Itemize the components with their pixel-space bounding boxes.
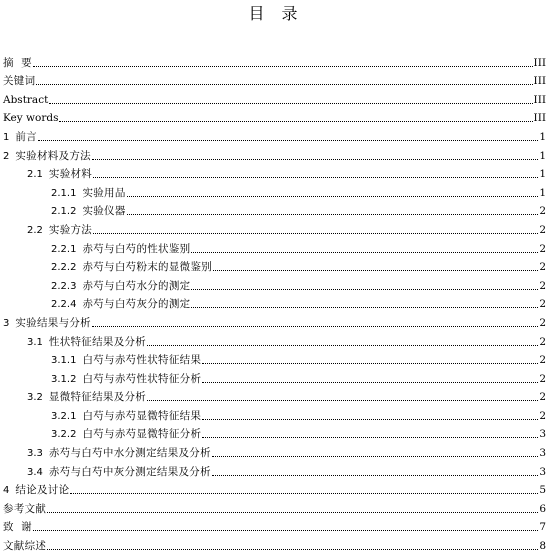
toc-entry[interactable] xyxy=(0,497,552,516)
toc-entry-label: 赤芍与白芍中灰分测定结果及分析 xyxy=(48,465,211,478)
toc-entry-page-number: 7 xyxy=(539,521,546,534)
toc-entry-number: 3.3 xyxy=(27,448,43,460)
toc-entry[interactable] xyxy=(0,256,552,275)
toc-entry-number: 1 xyxy=(3,131,10,143)
toc-leader-dots xyxy=(93,232,538,234)
toc-entry-page-number: 2 xyxy=(539,205,546,218)
toc-entry-label: 结论及讨论 xyxy=(15,484,70,497)
toc-entry-page-number: 2 xyxy=(539,223,546,236)
toc-entry[interactable] xyxy=(0,349,552,368)
toc-entry-number: 2.2.3 xyxy=(51,280,77,292)
toc-entry[interactable] xyxy=(0,386,552,405)
toc-entry-page-number: 2 xyxy=(539,316,546,329)
toc-leader-dots xyxy=(202,436,538,438)
toc-entry-number: 3.2.2 xyxy=(51,429,77,441)
toc-entry[interactable] xyxy=(0,311,552,330)
toc-entry-label: 赤芍与白芍灰分的测定 xyxy=(82,298,191,311)
toc-leader-dots xyxy=(147,344,538,346)
toc-entry-page-number: III xyxy=(533,112,546,125)
toc-entry[interactable] xyxy=(0,107,552,126)
toc-entry-page-number: III xyxy=(533,93,546,106)
toc-entry-label: 参考文献 xyxy=(3,502,47,515)
toc-entry-label: Key words xyxy=(3,112,59,125)
toc-entry-page-number: 6 xyxy=(539,502,546,515)
toc-entry-label: 赤芍与白芍粉末的显微鉴别 xyxy=(82,261,213,274)
toc-entry-number: 2 xyxy=(3,150,10,162)
toc-entry-label: 实验用品 xyxy=(82,186,126,199)
toc-entry-page-number: 2 xyxy=(539,279,546,292)
toc-leader-dots xyxy=(92,325,538,327)
toc-entry-number: 4 xyxy=(3,485,10,497)
toc-entry-page-number: 2 xyxy=(539,391,546,404)
toc-entry-label: 实验材料 xyxy=(48,168,93,181)
toc-entry-label: 摘 要 xyxy=(3,56,32,69)
toc-entry-number: 2.1 xyxy=(27,169,43,181)
toc-entry-page-number: 2 xyxy=(539,354,546,367)
toc-entry-label: 赤芍与白芍水分的测定 xyxy=(82,279,191,292)
toc-entry[interactable] xyxy=(0,423,552,442)
toc-leader-dots xyxy=(59,120,532,122)
toc-leader-dots xyxy=(127,213,539,215)
toc-entry-number: 3.1.1 xyxy=(51,355,77,367)
toc-entry-number: 3.2 xyxy=(27,392,43,404)
toc-entry[interactable] xyxy=(0,125,552,144)
toc-leader-dots xyxy=(202,381,538,383)
toc-entry-page-number: 8 xyxy=(539,540,546,553)
toc-entry-page-number: 5 xyxy=(539,484,546,497)
toc-entry-label: 关键词 xyxy=(3,75,36,88)
toc-entry-page-number: 1 xyxy=(539,186,546,199)
toc-leader-dots xyxy=(33,65,533,67)
toc-entry-page-number: 2 xyxy=(539,261,546,274)
toc-entry-number: 2.2.1 xyxy=(51,243,77,255)
toc-entry[interactable] xyxy=(0,534,552,553)
toc-leader-dots xyxy=(93,176,538,178)
toc-entry[interactable] xyxy=(0,293,552,312)
toc-entry-number: 3.2.1 xyxy=(51,410,77,422)
toc-leader-dots xyxy=(191,306,538,308)
toc-leader-dots xyxy=(33,529,538,531)
toc-entry[interactable] xyxy=(0,51,552,70)
toc-entry-label: 文献综述 xyxy=(3,540,47,553)
toc-entry[interactable] xyxy=(0,70,552,89)
toc-leader-dots xyxy=(202,362,538,364)
toc-entry-label: 实验方法 xyxy=(48,223,93,236)
toc-entry-label: 白芍与赤芍性状特征结果 xyxy=(82,354,202,367)
toc-entry[interactable] xyxy=(0,181,552,200)
toc-leader-dots xyxy=(70,492,538,494)
toc-entry[interactable] xyxy=(0,516,552,535)
toc-entry[interactable] xyxy=(0,404,552,423)
toc-leader-dots xyxy=(49,102,532,104)
toc-entry-page-number: 1 xyxy=(539,130,546,143)
toc-entry-label: 致 谢 xyxy=(3,521,32,534)
toc-entry[interactable] xyxy=(0,460,552,479)
toc-leader-dots xyxy=(212,474,538,476)
toc-entry-number: 3.1.2 xyxy=(51,373,77,385)
toc-entry-page-number: 3 xyxy=(539,447,546,460)
toc-entry-number: 3 xyxy=(3,317,10,329)
toc-leader-dots xyxy=(213,269,538,271)
toc-entry-page-number: 2 xyxy=(539,372,546,385)
page-title: 目 录 xyxy=(248,4,304,23)
toc-entry-number: 2.2 xyxy=(27,224,43,236)
toc-entry[interactable] xyxy=(0,88,552,107)
toc-leader-dots xyxy=(191,251,538,253)
toc-entry[interactable] xyxy=(0,237,552,256)
toc-entry-label: 白芍与赤芍显微特征分析 xyxy=(82,428,202,441)
toc-leader-dots xyxy=(47,548,538,550)
toc-entry[interactable] xyxy=(0,144,552,163)
toc-entry-number: 2.1.1 xyxy=(51,187,77,199)
toc-entry-label: 实验仪器 xyxy=(82,205,126,218)
toc-entry-label: 赤芍与白芍中水分测定结果及分析 xyxy=(48,447,211,460)
toc-entry[interactable] xyxy=(0,330,552,349)
toc-leader-dots xyxy=(191,288,538,290)
toc-leader-dots xyxy=(38,139,538,141)
toc-entry-number: 2.1.2 xyxy=(51,206,77,218)
toc-entry[interactable] xyxy=(0,163,552,182)
toc-entry-page-number: 3 xyxy=(539,428,546,441)
toc-leader-dots xyxy=(147,399,538,401)
toc-entry[interactable] xyxy=(0,218,552,237)
toc-entry-page-number: 2 xyxy=(539,409,546,422)
toc-entry[interactable] xyxy=(0,274,552,293)
toc-entry-page-number: 1 xyxy=(539,149,546,162)
toc-entry-label: 性状特征结果及分析 xyxy=(48,335,147,348)
toc-entry-number: 2.2.4 xyxy=(51,299,77,311)
toc-entry-page-number: 2 xyxy=(539,242,546,255)
toc-entry-label: 实验结果与分析 xyxy=(15,316,91,329)
toc-entry-label: 显微特征结果及分析 xyxy=(48,391,147,404)
toc-entry-page-number: III xyxy=(533,56,546,69)
toc-entry-label: 白芍与赤芍显微特征结果 xyxy=(82,409,202,422)
toc-entry[interactable] xyxy=(0,200,552,219)
toc-leader-dots xyxy=(47,511,538,513)
toc-entry-number: 3.1 xyxy=(27,336,43,348)
toc-entry-page-number: 3 xyxy=(539,465,546,478)
toc-entry-label: Abstract xyxy=(3,93,49,106)
toc-entry-page-number: III xyxy=(533,75,546,88)
toc-entry[interactable] xyxy=(0,479,552,498)
toc-entry-label: 前言 xyxy=(15,130,37,143)
toc-entry-label: 白芍与赤芍性状特征分析 xyxy=(82,372,202,385)
toc-leader-dots xyxy=(36,83,532,85)
toc-entry-number: 3.4 xyxy=(27,466,43,478)
toc-leader-dots xyxy=(92,158,538,160)
toc-leader-dots xyxy=(127,195,539,197)
toc-entry-page-number: 1 xyxy=(539,168,546,181)
toc-entry[interactable] xyxy=(0,367,552,386)
toc-leader-dots xyxy=(202,418,538,420)
toc-entry-number: 2.2.2 xyxy=(51,262,77,274)
toc-entry-page-number: 2 xyxy=(539,298,546,311)
toc-leader-dots xyxy=(212,455,538,457)
toc-entry-label: 实验材料及方法 xyxy=(15,149,91,162)
toc-entry[interactable] xyxy=(0,441,552,460)
toc-entry-label: 赤芍与白芍的性状鉴别 xyxy=(82,242,191,255)
table-of-contents xyxy=(0,51,552,553)
toc-entry-page-number: 2 xyxy=(539,335,546,348)
